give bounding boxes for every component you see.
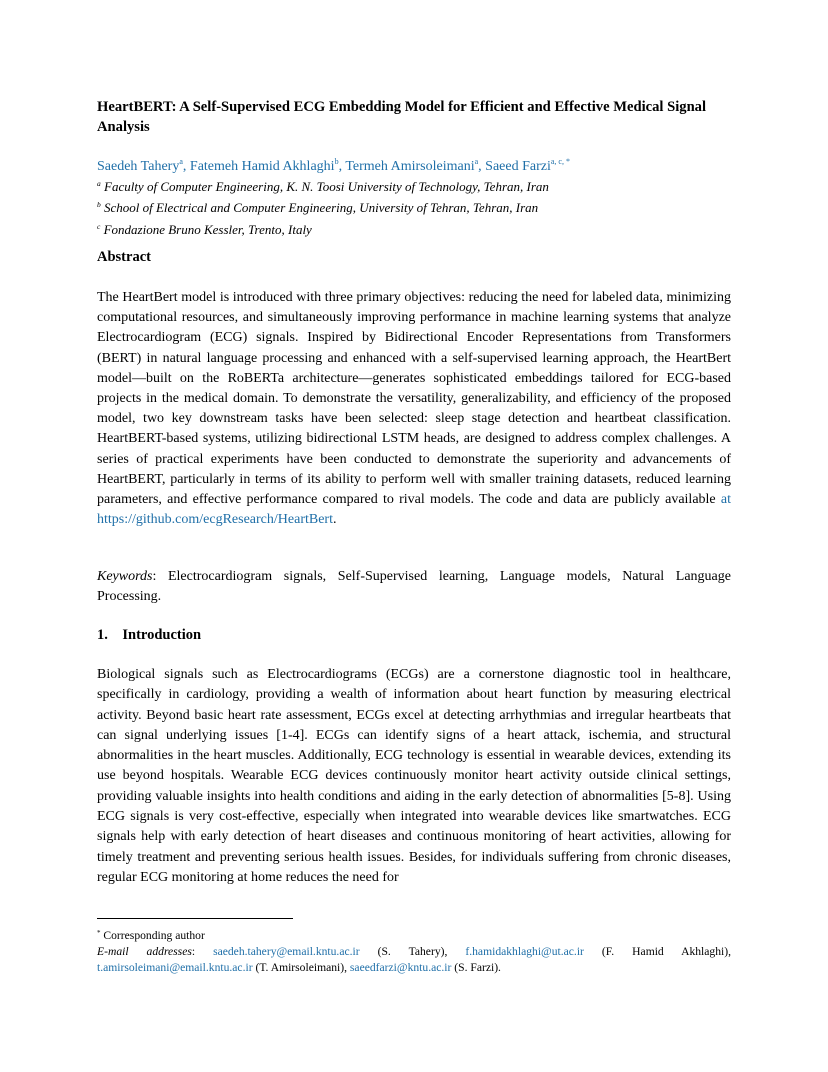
author-name: Saeed Farzi — [485, 159, 551, 174]
email-link[interactable]: t.amirsoleimani@email.kntu.ac.ir — [97, 961, 253, 974]
author-affil-mark: a — [474, 157, 479, 166]
footnote — [97, 925, 731, 976]
affiliation — [97, 196, 731, 217]
affiliation — [97, 175, 731, 196]
footnote-mark: * — [97, 929, 101, 937]
paper-title: HeartBERT: A Self-Supervised ECG Embedding Model for Efficient and Effective Medical Signal Analysis — [97, 99, 707, 135]
author-affil-mark: b — [334, 157, 339, 166]
abstract-text: The HeartBert model is introduced with three primary objectives: reducing the need for labeled data, minimizing computational resources, and simultaneously improving performance in machine learning systems that analyze Electrocardiogram (ECG) signals. Inspired by Bidirectional Encoder Representations from Transformers (BERT) in natural language processing and enhanced with a self-supervised learning approach, the HeartBert model—built on the RoBERTa architecture—generates sophisticated embeddings tailored for ECG-based projects in the medical domain. To demonstrate the versatility, generalizability, and efficiency of the proposed model, two key downstream tasks have been selected: sleep stage detection and heartbeat classification. HeartBERT-based systems, utilizing bidirectional LSTM heads, are designed to address complex challenges. A series of practical experiments have been conducted to demonstrate the superiority and advancements of HeartBERT, particularly in terms of its ability to perform well with smaller training datasets, reduced learning parameters, and effective performance compared to rival models. The code and data are publicly available — [97, 290, 731, 508]
corresponding-label: Corresponding author — [103, 929, 205, 942]
author-list: Saedeh Tahery$^a$, Fatemeh Hamid Akhlaghi$^b$, Termeh Amirsoleimani$^a$, Saeed Farzi$^{a, c, *}$ — [97, 157, 570, 174]
author-affil-mark: a — [179, 157, 183, 166]
affiliation-text: School of Electrical and Computer Engineering, University of Tehran, Tehran, Iran — [104, 200, 539, 216]
introduction-heading: 1. Introduction — [97, 627, 202, 643]
affiliation-mark: c — [97, 221, 101, 231]
email-owner: (F. Hamid Akhlaghi), — [583, 945, 731, 958]
affiliation-mark: b — [97, 200, 101, 210]
email-owner: (S. Tahery), — [359, 945, 466, 958]
author-name: Termeh Amirsoleimani — [345, 159, 475, 174]
email-label: E-mail addresses — [97, 945, 192, 958]
affiliation-text: Faculty of Computer Engineering, K. N. Toosi University of Technology, Tehran, Iran — [104, 179, 549, 194]
affiliation-mark: a — [97, 179, 101, 188]
email-link[interactable]: saedeh.tahery@email.kntu.ac.ir — [213, 945, 360, 958]
corresponding-author-note — [97, 925, 731, 944]
author-name: Fatemeh Hamid Akhlaghi — [189, 159, 335, 174]
email-link[interactable]: saeedfarzi@kntu.ac.ir — [349, 961, 452, 974]
affiliation — [97, 218, 731, 239]
email-owner: (T. Amirsoleimani), — [252, 961, 350, 974]
author-name: Saedeh Tahery — [97, 159, 180, 174]
email-addresses: E-mail addresses: saedeh.tahery@email.kntu.ac.ir (S. Tahery), f.hamidakhlaghi@ut.ac.ir (F. Hamid Akhlaghi), t.amirsoleimani@email.kntu.ac.ir (T. Amirsoleimani), saeedfarzi@kntu.ac.ir (S. Farzi). — [97, 945, 731, 974]
code-link[interactable]: at https://github.com/ecgResearch/HeartBert — [97, 492, 731, 528]
email-link[interactable]: f.hamidakhlaghi@ut.ac.ir — [465, 945, 584, 958]
keywords-label: Keywords — [97, 569, 153, 584]
affiliation-text: Fondazione Bruno Kessler, Trento, Italy — [103, 221, 312, 237]
abstract-heading: Abstract — [97, 249, 151, 265]
abstract-end: . — [332, 512, 337, 528]
introduction-body: Biological signals such as Electrocardiograms (ECGs) are a cornerstone diagnostic tool in healthcare, specifically in cardiology, providing a wealth of information about heart function by measuring electrical activity. Beyond basic heart rate assessment, ECGs excel at detecting arrhythmias and irregular heartbeats that can signal underlying issues [1-4]. ECGs can identify signs of a heart attack, ischemia, and structural abnormalities in the heart muscles. Additionally, ECG technology is essential in wearable devices, extending its use beyond hospitals. Wearable ECG devices continuously monitor heart activity outside clinical settings, providing valuable insights into health conditions and aiding in the early detection of abnormalities [5-8]. Using ECG signals is very cost-effective, especially when integrated into wearable devices like smartwatches. ECG signals help with early detection of heart diseases and continuous monitoring of heart activities, allowing for timely treatment and preventing serious health issues. Besides, for individuals suffering from chronic diseases, regular ECG monitoring at home reduces the need for — [97, 667, 731, 885]
keywords-text: : Electrocardiogram signals, Self-Supervised learning, Language models, Natural Language Processing. — [97, 569, 731, 605]
abstract-body — [97, 288, 731, 530]
author-affil-mark: a, c, * — [550, 157, 570, 166]
email-owner: (S. Farzi). — [451, 961, 501, 974]
footnote-divider — [97, 918, 293, 919]
affiliation-list — [97, 175, 731, 239]
keywords — [97, 567, 731, 607]
